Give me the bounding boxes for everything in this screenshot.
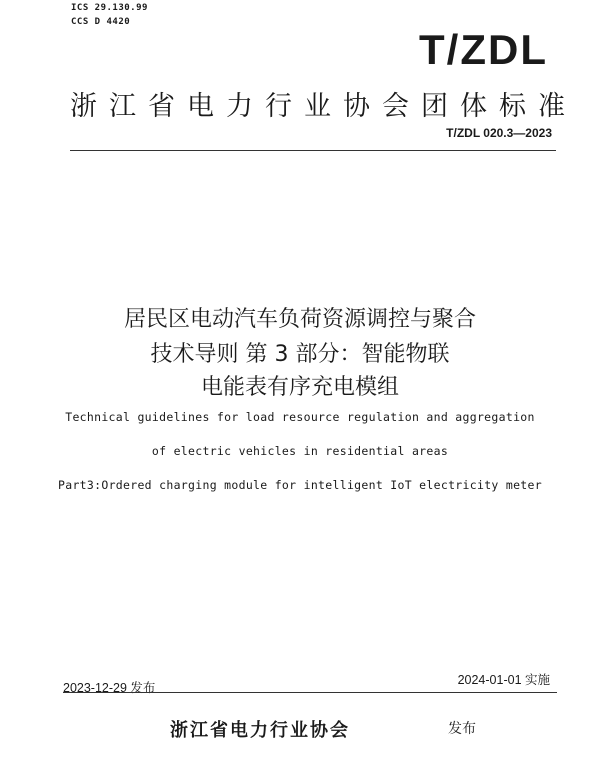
english-title-line-2: of electric vehicles in residential areas [151,444,449,458]
standard-number: T/ZDL 020.3—2023 [446,126,552,140]
ccs-code: CCS D 4420 [71,17,131,27]
implement-date: 2024-01-01 实施 [457,673,550,687]
publisher-name: 浙江省电力行业协会 [170,720,350,741]
organization-title: 浙江省电力行业协会团体标准 [70,91,577,122]
header-divider [70,150,556,151]
publish-date: 2023-12-29 发布 [63,681,156,695]
ics-code: ICS 29.130.99 [71,3,148,13]
english-title-line-1: Technical guidelines for load resource regulation and aggregation [65,410,535,424]
chinese-title-line-1: 居民区电动汽车负荷资源调控与聚合 [123,307,476,332]
standard-brand: T/ZDL [419,26,548,73]
chinese-title-line-3: 电能表有序充电模组 [200,375,399,400]
english-title-line-3: Part3:Ordered charging module for intelligent IoT electricity meter [58,478,542,492]
footer-divider [63,692,557,693]
chinese-title-line-2: 技术导则 第 3 部分：智能物联 [150,342,450,367]
issue-label: 发布 [448,721,476,737]
